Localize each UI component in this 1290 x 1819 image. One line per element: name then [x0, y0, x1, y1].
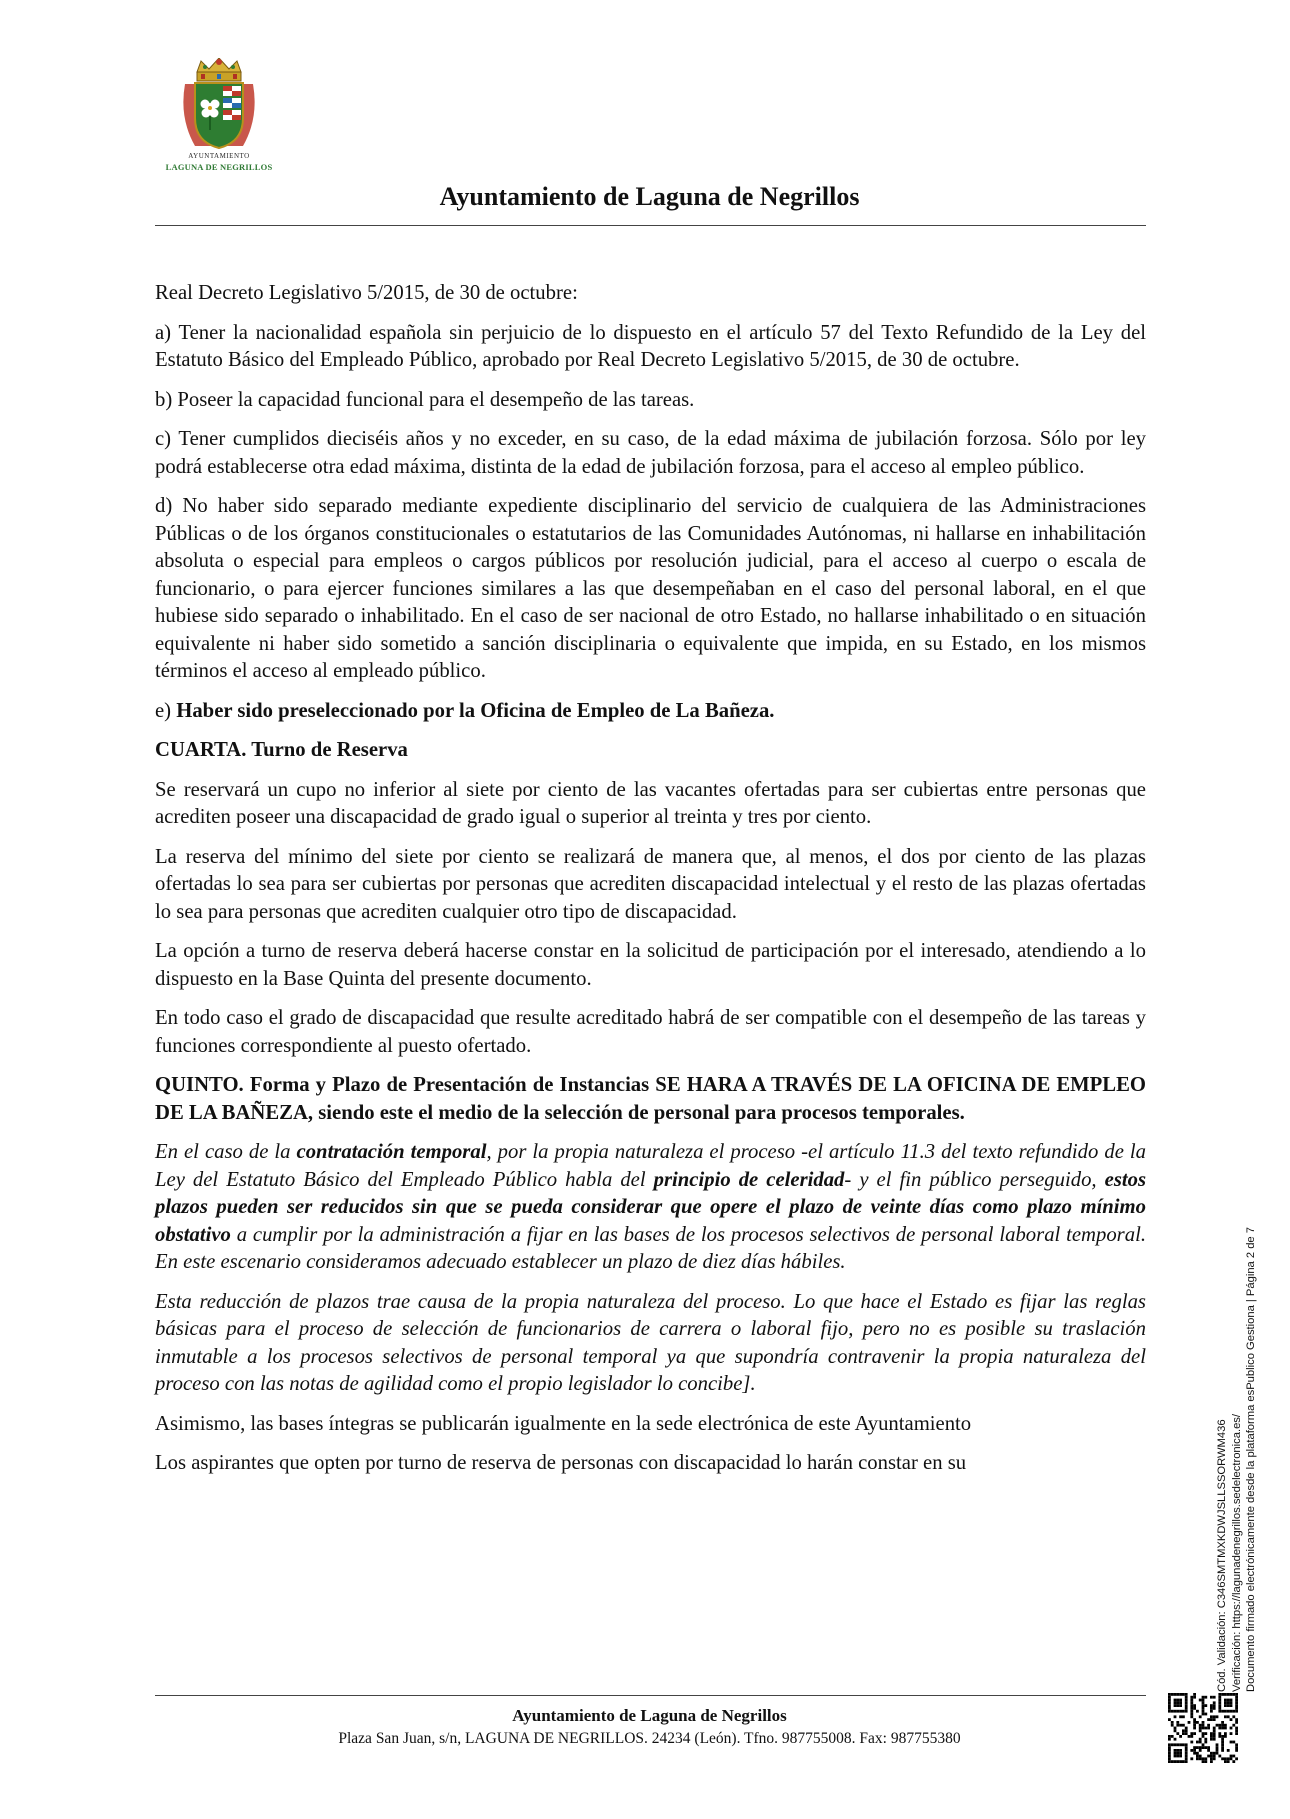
footer-title: Ayuntamiento de Laguna de Negrillos	[512, 1706, 787, 1725]
document-body	[155, 280, 1146, 1490]
paragraph-c: c) Tener cumplidos dieciséis años y no exceder, en su caso, de la edad máxima de jubilación forzosa. Sólo por ley podrá establecerse otra edad máxima, distinta de la edad de jubilación forzosa, para el acceso al empleo público.	[155, 428, 1146, 478]
page-title: Ayuntamiento de Laguna de Negrillos	[439, 182, 860, 211]
paragraph-applicants: Los aspirantes que opten por turno de reserva de personas con discapacidad lo harán constar en su	[155, 1452, 967, 1474]
validation-margin-text	[1215, 1132, 1275, 1692]
text-segment: a cumplir por la administración a fijar en las bases de los procesos selectivos de personal laboral temporal. En este escenario consideramos adecuado establecer un plazo de diez días hábiles.	[155, 1223, 1146, 1273]
paragraph-reserve-minimum: La reserva del mínimo del siete por ciento se realizará de manera que, al menos, el dos por ciento de las plazas ofertadas lo sea para ser cubiertas por personas que acrediten discapacidad intelectual y el resto de las plazas ofertadas lo sea para personas que acrediten cualquier otro tipo de discapacidad.	[155, 845, 1146, 923]
paragraph-intro: Real Decreto Legislativo 5/2015, de 30 de octubre:	[155, 282, 578, 304]
paragraph-deadline-reduction: Esta reducción de plazos trae causa de la propia naturaleza del proceso. Lo que hace el Estado es fijar las reglas básicas para el proceso de selección de funcionarios de carrera o laboral fijo, pero no es posible su traslación inmutable a los procesos selectivos de personal temporal ya que supondría contravenir la propia naturaleza del proceso con las notas de agilidad como el propio legislador lo concibe].	[155, 1290, 1146, 1395]
qr-code-icon	[1168, 1693, 1238, 1763]
validation-code: Cód. Validación: C346SMTMXKDWJSLLSSORWM436	[1216, 1419, 1228, 1692]
paragraph-disability-degree: En todo caso el grado de discapacidad que resulte acreditado habrá de ser compatible con el desempeño de las tareas y funciones correspondiente al puesto ofertado.	[155, 1007, 1146, 1057]
text-segment: , por la propia naturaleza el proceso -el artículo 11.3 del texto refundido de la Ley del Estatuto Básico del Empleado Público habla del	[155, 1141, 1146, 1191]
text-segment: - y el fin público perseguido,	[844, 1168, 1105, 1191]
paragraph-reserve-option: La opción a turno de reserva deberá hacerse constar en la solicitud de participación por el interesado, atendiendo a lo dispuesto en la Base Quinta del presente documento.	[155, 940, 1146, 990]
footer-address: Plaza San Juan, s/n, LAGUNA DE NEGRILLOS. 24234 (León). Tfno. 987755008. Fax: 987755380	[338, 1730, 961, 1747]
text-segment-bold: contratación temporal	[296, 1141, 487, 1163]
paragraph-publication: Asimismo, las bases íntegras se publicarán igualmente en la sede electrónica de este Ayuntamiento	[155, 1412, 972, 1435]
header-divider	[155, 225, 1146, 226]
municipal-coat-of-arms-logo	[155, 58, 283, 176]
paragraph-reserve-quota: Se reservará un cupo no inferior al siete por ciento de las vacantes ofertadas para ser cubiertas entre personas que acrediten poseer una discapacidad de grado igual o superior al treinta y tres por ciento.	[155, 778, 1146, 828]
paragraph-e	[155, 698, 1146, 726]
logo-caption-bottom: LAGUNA DE NEGRILLOS	[165, 162, 273, 172]
text-segment-bold: principio de celeridad	[653, 1168, 845, 1191]
verification-url: Verificación: https://lagunadenegrillos.sedelectronica.es/	[1230, 1414, 1243, 1692]
text-segment-bold: estos plazos pueden ser reducidos sin que se pueda considerar que opere el plazo de veinte días como plazo mínimo obstativo	[155, 1168, 1147, 1246]
text-segment: En el caso de la	[155, 1141, 297, 1163]
paragraph-b: b) Poseer la capacidad funcional para el desempeño de las tareas.	[155, 388, 695, 411]
footer-divider	[155, 1695, 1146, 1696]
heading-quinto: QUINTO. Forma y Plazo de Presentación de Instancias SE HARA A TRAVÉS DE LA OFICINA DE EMPLEO DE LA BAÑEZA, siendo este el medio de la selección de personal para procesos temporales.	[155, 1074, 1146, 1124]
paragraph-e-bold: Haber sido preseleccionado por la Oficina de Empleo de La Bañeza.	[176, 699, 775, 722]
paragraph-temporary-hiring	[155, 1139, 1146, 1277]
paragraph-a: a) Tener la nacionalidad española sin perjuicio de lo dispuesto en el artículo 57 del Texto Refundido de la Ley del Estatuto Básico del Empleado Público, aprobado por Real Decreto Legislativo 5/2015, de 30 de octubre.	[155, 321, 1146, 371]
logo-caption-top: AYUNTAMIENTO	[188, 152, 250, 160]
paragraph-d: d) No haber sido separado mediante expediente disciplinario del servicio de cualquiera de las Administraciones Públicas o de los órganos constitucionales o estatutarios de las Comunidades Autónomas, ni hallarse en inhabilitación absoluta o especial para empleos o cargos públicos por resolución judicial, para el acceso al cuerpo o escala de funcionario, o para ejercer funciones similares a las que desempeñaban en el caso del personal laboral, en el que hubiese sido separado o inhabilitado. En el caso de ser nacional de otro Estado, no hallarse inhabilitado o en situación equivalente ni haber sido sometido a sanción disciplinaria o equivalente que impida, en su Estado, en los mismos términos el acceso al empleado público.	[155, 495, 1146, 682]
paragraph-e-prefix: e)	[155, 699, 177, 722]
heading-cuarta: CUARTA. Turno de Reserva	[155, 739, 408, 761]
signature-note: Documento firmado electrónicamente desde la plataforma esPublico Gestiona | Página 2 de 7	[1245, 1227, 1257, 1692]
